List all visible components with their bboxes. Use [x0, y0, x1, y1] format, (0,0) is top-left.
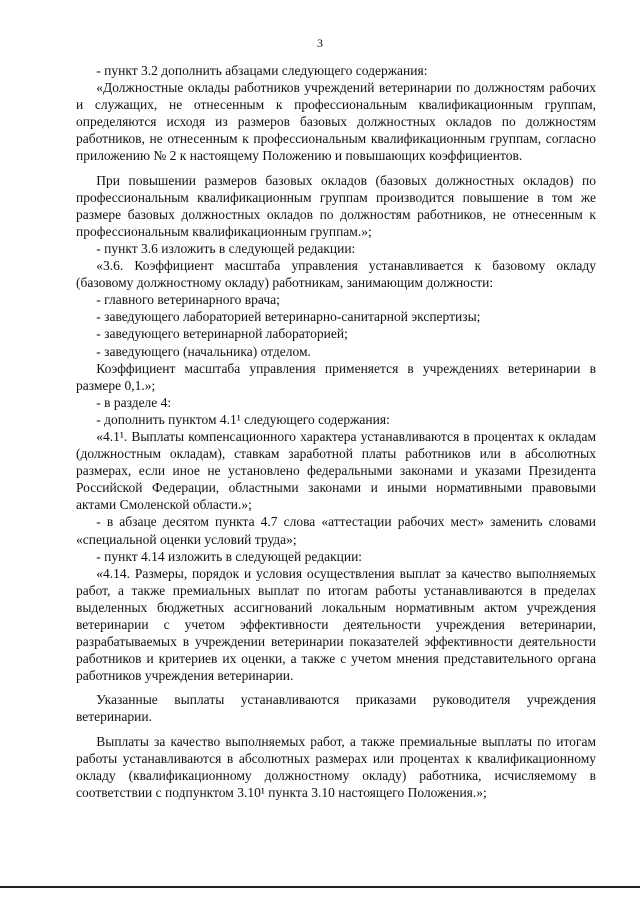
list-item: - главного ветеринарного врача;: [96, 292, 280, 308]
list-item: - заведующего ветеринарной лабораторией;: [96, 326, 348, 342]
paragraph: - в абзаце десятом пункта 4.7 слова «аттестации рабочих мест» заменить словами «специальной оценки условий труда»;: [76, 514, 596, 547]
paragraph: - пункт 3.2 дополнить абзацами следующего содержания:: [96, 63, 428, 78]
paragraph-text: - дополнить пунктом 4.1: [96, 411, 237, 427]
paragraph: «4.14. Размеры, порядок и условия осуществления выплат за качество выполняемых работ, а также премиальных выплат по итогам работы устанавливаются в пределах выделенных бюджетных ассигнований локальным нормативным актом учреждения ветеринарии с учетом эффективности деятельности учреждения ветеринарии, разрабатываемых в учреждении ветеринарии показателей эффективности деятельности работников и критериев их оценки, а также с учетом мнения представительного органа работников учреждения ветеринарии.: [76, 565, 596, 684]
paragraph: При повышении размеров базовых окладов (базовых должностных окладов) по профессиональным квалификационным группам производится повышение в том же размере базовых должностных окладов по должностям работников, не отнесенным к профессиональным квалификационным группам.»;: [76, 172, 596, 239]
paragraph-text: ¹ пункта 3.10 настоящего Положения.»;: [260, 784, 487, 800]
paragraph: [76, 733, 596, 801]
paragraph-text: Выплаты за качество выполняемых работ, а также премиальные выплаты по итогам работы устанавливаются в абсолютных размерах или процентах к квалификационному окладу (квалификационному должностному окладу) работника, исчисляемому в соответствии с подпунктом 3.10: [76, 733, 596, 800]
paragraph: - пункт 3.6 изложить в следующей редакции:: [96, 240, 356, 256]
paragraph: - в разделе 4:: [96, 394, 172, 410]
paragraph: Указанные выплаты устанавливаются приказами руководителя учреждения ветеринарии.: [76, 692, 596, 725]
document-body: [76, 62, 596, 801]
paragraph: Коэффициент масштаба управления применяется в учреждениях ветеринарии в размере 0,1.»;: [76, 360, 596, 393]
paragraph: [76, 411, 596, 428]
page-number: 3: [317, 36, 323, 50]
paragraph-text: ¹ следующего содержания:: [236, 411, 390, 427]
paragraph: «Должностные оклады работников учреждений ветеринарии по должностям рабочих и служащих, не отнесенным к профессиональным квалификационным группам, определяются исходя из размеров базовых должностных окладов по должностям работников, не отнесенным к профессиональным квалификационным группам, согласно приложению № 2 к настоящему Положению и повышающих коэффициентов.: [76, 80, 596, 164]
paragraph: - пункт 4.14 изложить в следующей редакции:: [96, 548, 363, 564]
paragraph-text: ¹. Выплаты компенсационного характера устанавливаются в процентах к окладам (должностным окладам), ставкам заработной платы работников или в абсолютных размерах, если иное не установлено федеральными законами и указами Президента Российской Федерации, областными законами и иными нормативными правовыми актами Смоленской области.»;: [76, 428, 596, 513]
list-item: - заведующего лабораторией ветеринарно-санитарной экспертизы;: [96, 309, 481, 325]
list-item: - заведующего (начальника) отделом.: [96, 343, 311, 359]
paragraph: [76, 428, 596, 513]
paragraph: «3.6. Коэффициент масштаба управления устанавливается к базовому окладу (базовому должностному окладу) работникам, занимающим должности:: [76, 258, 596, 291]
bottom-rule: [0, 886, 640, 888]
paragraph-text: «4.1: [96, 428, 120, 444]
